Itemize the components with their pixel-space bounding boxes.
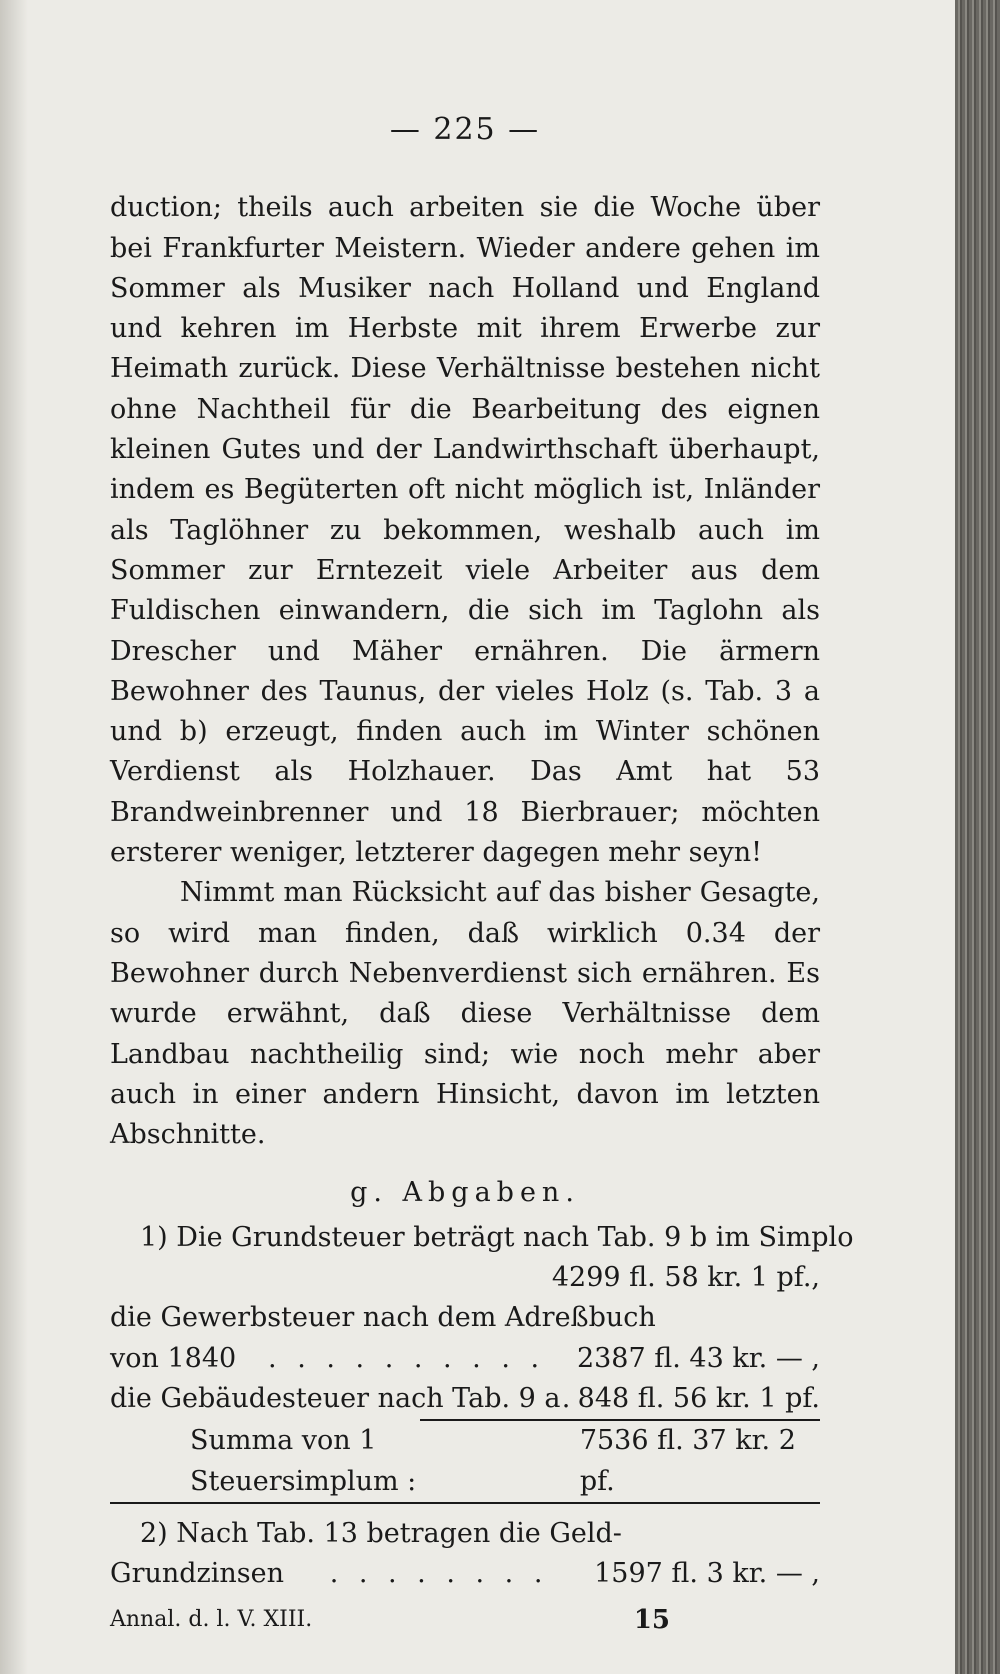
tax-line-5	[110, 1514, 820, 1554]
tax-line-3-label: von 1840	[110, 1342, 237, 1374]
tax-line-1-amount: 4299 fl. 58 kr. 1 pf.,	[551, 1262, 820, 1294]
tax-line-4-label: die Gebäudesteuer nach Tab. 9 a	[110, 1382, 561, 1414]
tax-sum-amount: 7536 fl. 37 kr. 2 pf.	[579, 1425, 796, 1497]
footer-signature: 15	[633, 1605, 670, 1636]
tax-line-2	[110, 1298, 820, 1338]
tax-line-2-label: die Gewerbsteuer nach dem Adreßbuch	[110, 1302, 656, 1334]
book-page-edges	[955, 0, 1000, 1674]
tax-line-6-amount: 1597 fl. 3 kr. — ,	[594, 1558, 820, 1590]
tax-line-6-label: Grundzinsen	[110, 1558, 285, 1590]
tax-sum	[110, 1421, 820, 1504]
section-title: g. Abgaben.	[350, 1177, 580, 1209]
tax-line-3-dots: . . . . . . . . . .	[268, 1342, 546, 1374]
tax-line-4-dots: .	[561, 1382, 577, 1414]
tax-line-6-dots: . . . . . . . .	[329, 1558, 549, 1590]
tax-line-1-label: 1) Die Grundsteuer beträgt nach Tab. 9 b im Simplo	[140, 1221, 854, 1253]
tax-line-3-amount: 2387 fl. 43 kr. — ,	[576, 1342, 820, 1374]
tax-line-5-label: 2) Nach Tab. 13 betragen die Geld-	[140, 1517, 622, 1549]
tax-sum-label: Summa von 1 Steuersimplum :	[190, 1425, 417, 1497]
footer-reference: Annal. d. l. V. XIII.	[110, 1607, 313, 1633]
tax-line-4-amount: 848 fl. 56 kr. 1 pf.	[577, 1382, 820, 1414]
page-number: — 225 —	[389, 112, 541, 147]
page-text-block	[110, 110, 854, 1641]
tax-line-4	[110, 1379, 820, 1419]
page-binding-shadow	[0, 0, 28, 1674]
tax-line-6	[110, 1554, 820, 1594]
page-footer	[110, 1600, 820, 1640]
tax-line-1	[110, 1218, 854, 1258]
paragraph-1: duction; theils auch arbeiten sie die Woche über bei Frankfurter Meistern. Wieder andere gehen im Sommer als Musiker nach Holland und England und kehren im Herbste mit ihrem Erwerbe zur Heimath zurück. Diese Verhältnisse bestehen nicht ohne Nachtheil für die Bearbeitung des eignen kleinen Gutes und der Landwirthschaft überhaupt, indem es Begüterten oft nicht möglich ist, Inländer als Taglöhner zu bekommen, weshalb auch im Sommer zur Erntezeit viele Arbeiter aus dem Fuldischen einwandern, die sich im Taglohn als Drescher und Mäher ernähren. Die ärmern Bewohner des Taunus, der vieles Holz (s. Tab. 3 a und b) erzeugt, finden auch im Winter schönen Verdienst als Holzhauer. Das Amt hat 53 Brandweinbrenner und 18 Bierbrauer; möchten ersterer weniger, letzterer dagegen mehr seyn!	[110, 192, 820, 869]
tax-line-3	[110, 1339, 820, 1379]
paragraph-2: Nimmt man Rücksicht auf das bisher Gesagte, so wird man finden, daß wirklich 0.34 der Bewohner durch Nebenverdienst sich ernähren. Es wurde erwähnt, daß diese Verhältnisse dem Landbau nachtheilig sind; wie noch mehr aber auch in einer andern Hinsicht, davon im letzten Abschnitte.	[110, 877, 820, 1151]
